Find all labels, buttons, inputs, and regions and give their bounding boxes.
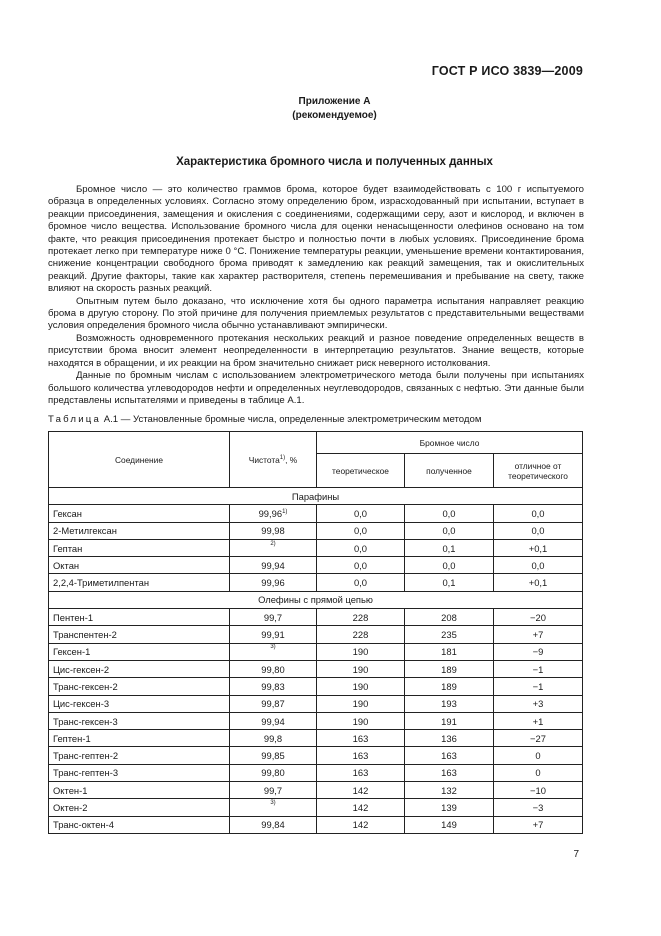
table-row (49, 539, 583, 556)
purity-footnote: 2) (270, 540, 276, 547)
compound-name: Гексен-1 (49, 643, 230, 660)
group-title: Парафины (49, 488, 583, 505)
obtained-value: 139 (405, 799, 494, 816)
diff-value: −9 (494, 643, 583, 660)
diff-value: 0,0 (494, 557, 583, 574)
table-row (49, 626, 583, 643)
diff-value: +0,1 (494, 574, 583, 591)
compound-name: Транс-гептен-3 (49, 764, 230, 781)
header-compound: Соединение (49, 432, 230, 488)
diff-value: −1 (494, 660, 583, 677)
purity-value: 99,96 (258, 507, 283, 519)
obtained-value: 132 (405, 782, 494, 799)
appendix-note: (рекомендуемое) (292, 110, 377, 121)
table-row (49, 782, 583, 799)
obtained-value: 193 (405, 695, 494, 712)
obtained-value: 0,0 (405, 557, 494, 574)
theoretical-value: 190 (317, 695, 405, 712)
theoretical-value: 0,0 (317, 557, 405, 574)
purity-cell (230, 712, 317, 729)
theoretical-value: 190 (317, 678, 405, 695)
table-row (49, 660, 583, 677)
purity-cell (230, 764, 317, 781)
table-caption-text: А.1 — Установленные бромные числа, определенные электрометрическим методом (103, 414, 482, 425)
diff-value: −27 (494, 730, 583, 747)
diff-value: −20 (494, 609, 583, 626)
header-purity (230, 432, 317, 488)
theoretical-value: 0,0 (317, 522, 405, 539)
paragraph: Бромное число — это количество граммов брома, которое будет взаимодействовать с 100 г испытуемого образца в определенных условиях. Согласно этому определению бром, израсходованный при испытании, вступает в реакции присоединения, замещения и окисления с соединениями, содержащими серу, азот и кислород, и включен в бромное число вещества. Использование бромного числа для оценки ненасыщенности олефинов основано на том факте, что реакция присоединения протекает быстро и полностью почти в любых условиях. Присоединение брома протекает легко при температуре ниже 0 °С. Понижение температуры реакции, уменьшение времени контактирования, снижение концентрации свободного брома приводят к замедлению как реакций замещения, так и окислительных реакций. Другие факторы, такие как характер растворителя, степень перемешивания и пребывание на свету, также влияют на скорость разных реакций. (48, 184, 584, 295)
header-purity-label: Чистота (248, 454, 280, 465)
compound-name: Транс-гексен-3 (49, 712, 230, 729)
header-purity-unit: , % (285, 454, 298, 465)
purity-cell (230, 539, 317, 556)
section-title: Характеристика бромного числа и полученных данных (176, 156, 493, 168)
diff-value: +7 (494, 626, 583, 643)
table-row (49, 574, 583, 591)
table-row (49, 505, 583, 522)
purity-cell (230, 522, 317, 539)
theoretical-value: 142 (317, 782, 405, 799)
compound-name: Октен-1 (49, 782, 230, 799)
purity-cell (230, 678, 317, 695)
purity-value: 99,94 (261, 559, 285, 571)
table-row (49, 522, 583, 539)
table-row (49, 557, 583, 574)
compound-name: Транспентен-2 (49, 626, 230, 643)
theoretical-value: 228 (317, 609, 405, 626)
purity-value: 99,87 (261, 698, 285, 710)
compound-name: Транс-октен-4 (49, 816, 230, 833)
diff-value: 0 (494, 747, 583, 764)
purity-cell (230, 782, 317, 799)
obtained-value: 191 (405, 712, 494, 729)
diff-value: +1 (494, 712, 583, 729)
purity-value: 99,7 (263, 784, 283, 796)
theoretical-value: 142 (317, 799, 405, 816)
theoretical-value: 190 (317, 643, 405, 660)
obtained-value: 163 (405, 764, 494, 781)
obtained-value: 189 (405, 660, 494, 677)
theoretical-value: 0,0 (317, 539, 405, 556)
table-group-row (49, 488, 583, 505)
table-row (49, 730, 583, 747)
purity-cell (230, 557, 317, 574)
purity-cell (230, 626, 317, 643)
theoretical-value: 163 (317, 747, 405, 764)
compound-name: Гептен-1 (49, 730, 230, 747)
purity-value: 99,84 (261, 819, 285, 831)
header-theoretical: теоретическое (317, 454, 405, 488)
diff-value: 0,0 (494, 505, 583, 522)
purity-cell (230, 799, 317, 816)
compound-name: Октен-2 (49, 799, 230, 816)
purity-value: 99,85 (261, 750, 285, 762)
purity-footnote: 1) (282, 508, 288, 515)
compound-name: 2,2,4-Триметилпентан (49, 574, 230, 591)
header-bromine-number: Бромное число (317, 432, 583, 454)
compound-name: Транс-гептен-2 (49, 747, 230, 764)
compound-name: Транс-гексен-2 (49, 678, 230, 695)
purity-value: 99,94 (261, 715, 285, 727)
obtained-value: 0,0 (405, 505, 494, 522)
purity-cell (230, 695, 317, 712)
standard-designation: ГОСТ Р ИСО 3839—2009 (431, 64, 583, 78)
compound-name: Цис-гексен-2 (49, 660, 230, 677)
diff-value: +0,1 (494, 539, 583, 556)
obtained-value: 149 (405, 816, 494, 833)
purity-value: 99,80 (261, 767, 285, 779)
purity-value: 99,7 (263, 611, 283, 623)
page-number: 7 (573, 849, 579, 860)
purity-cell (230, 747, 317, 764)
bromine-number-table (48, 431, 583, 834)
table-row (49, 678, 583, 695)
obtained-value: 181 (405, 643, 494, 660)
paragraph: Возможность одновременного протекания нескольких реакций и разное поведение определенных веществ в присутствии брома вносит элемент неопределенности в интерпретацию результатов. Знание веществ, которые находятся в обращении, и их реакции на бром значительно снижает риск неверного истолкования. (48, 332, 584, 369)
diff-value: +3 (494, 695, 583, 712)
table-row (49, 816, 583, 833)
obtained-value: 0,1 (405, 539, 494, 556)
group-title: Олефины с прямой цепью (49, 591, 583, 608)
purity-cell (230, 730, 317, 747)
theoretical-value: 190 (317, 712, 405, 729)
theoretical-value: 228 (317, 626, 405, 643)
table-row (49, 764, 583, 781)
purity-footnote: 3) (270, 799, 276, 806)
header-purity-footnote: 1) (279, 454, 286, 461)
table-row (49, 747, 583, 764)
compound-name: Гексан (49, 505, 230, 522)
appendix-title: Приложение А (298, 96, 371, 107)
purity-cell (230, 816, 317, 833)
purity-value: 99,96 (261, 577, 285, 589)
purity-cell (230, 505, 317, 522)
compound-name: Октан (49, 557, 230, 574)
theoretical-value: 142 (317, 816, 405, 833)
table-row (49, 712, 583, 729)
theoretical-value: 163 (317, 730, 405, 747)
obtained-value: 208 (405, 609, 494, 626)
purity-cell (230, 660, 317, 677)
purity-value: 99,80 (261, 663, 285, 675)
compound-name: 2-Метилгексан (49, 522, 230, 539)
purity-value: 99,91 (261, 629, 285, 641)
purity-cell (230, 609, 317, 626)
body-text (48, 184, 584, 407)
diff-value: −1 (494, 678, 583, 695)
diff-value: 0 (494, 764, 583, 781)
obtained-value: 235 (405, 626, 494, 643)
diff-value: 0,0 (494, 522, 583, 539)
table-group-row (49, 591, 583, 608)
diff-value: −3 (494, 799, 583, 816)
theoretical-value: 0,0 (317, 505, 405, 522)
table-row (49, 609, 583, 626)
table-row (49, 799, 583, 816)
obtained-value: 163 (405, 747, 494, 764)
obtained-value: 0,1 (405, 574, 494, 591)
table-caption (48, 414, 588, 425)
diff-value: −10 (494, 782, 583, 799)
obtained-value: 136 (405, 730, 494, 747)
paragraph: Опытным путем было доказано, что исключение хотя бы одного параметра испытания направляет реакцию брома в другую сторону. По этой причине для получения приемлемых результатов с представительными веществами условия определения бромного числа обычно устанавливают эмпирически. (48, 295, 584, 332)
table-row (49, 643, 583, 660)
obtained-value: 189 (405, 678, 494, 695)
compound-name: Гептан (49, 539, 230, 556)
purity-value: 99,98 (261, 525, 285, 537)
purity-cell (230, 574, 317, 591)
theoretical-value: 163 (317, 764, 405, 781)
table-caption-prefix: Таблица (48, 414, 102, 425)
table-row (49, 695, 583, 712)
compound-name: Пентен-1 (49, 609, 230, 626)
theoretical-value: 0,0 (317, 574, 405, 591)
header-obtained: полученное (405, 454, 494, 488)
compound-name: Цис-гексен-3 (49, 695, 230, 712)
diff-value: +7 (494, 816, 583, 833)
purity-footnote: 3) (270, 644, 276, 651)
purity-value: 99,8 (263, 732, 283, 744)
header-diff: отличное от теоретического (494, 454, 583, 488)
purity-value: 99,83 (261, 680, 285, 692)
paragraph: Данные по бромным числам с использованием электрометрического метода были получены при испытаниях большого количества углеводородов нефти и определенных неуглеводородов, связанных с нефтью. Эти данные были представлены испытателями и приведены в таблице А.1. (48, 370, 584, 406)
purity-cell (230, 643, 317, 660)
obtained-value: 0,0 (405, 522, 494, 539)
theoretical-value: 190 (317, 660, 405, 677)
